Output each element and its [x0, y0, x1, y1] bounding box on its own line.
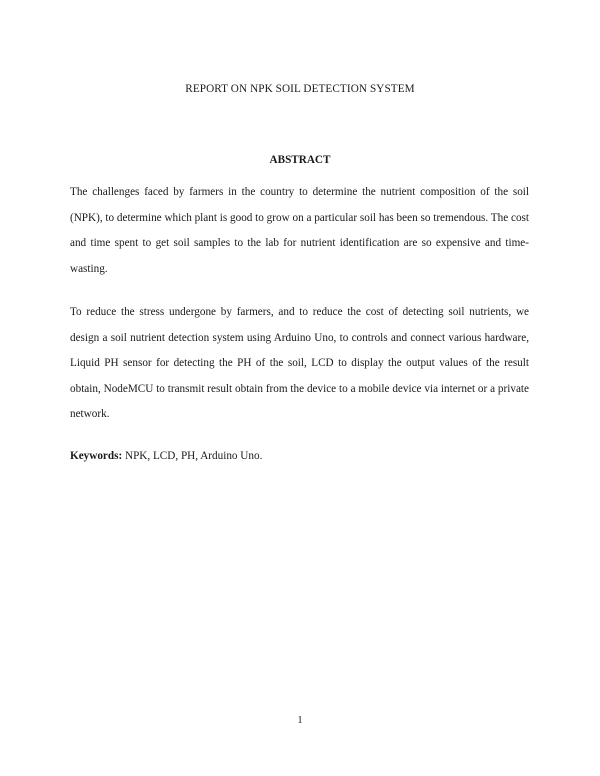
- keywords-line: [70, 444, 529, 470]
- abstract-paragraph-2: To reduce the stress undergone by farmers, and to reduce the cost of detecting soil nutrients, we design a soil nutrient detection system using Arduino Uno, to controls and connect various hardware, Liquid PH sensor for detecting the PH of the soil, LCD to display the output values of the result obtain, NodeMCU to transmit result obtain from the device to a mobile device via internet or a private network.: [70, 306, 529, 420]
- abstract-paragraph-1: The challenges faced by farmers in the country to determine the nutrient composition of the soil (NPK), to determine which plant is good to grow on a particular soil has been so tremendous. The cost and time spent to get soil samples to the lab for nutrient identification are so expensive and time-wasting.: [70, 186, 530, 275]
- abstract-heading: ABSTRACT: [269, 154, 331, 166]
- page-number: 1: [297, 715, 303, 726]
- keywords-label: Keywords:: [70, 450, 123, 462]
- report-title: REPORT ON NPK SOIL DETECTION SYSTEM: [185, 83, 415, 95]
- keywords-value: NPK, LCD, PH, Arduino Uno.: [122, 450, 263, 462]
